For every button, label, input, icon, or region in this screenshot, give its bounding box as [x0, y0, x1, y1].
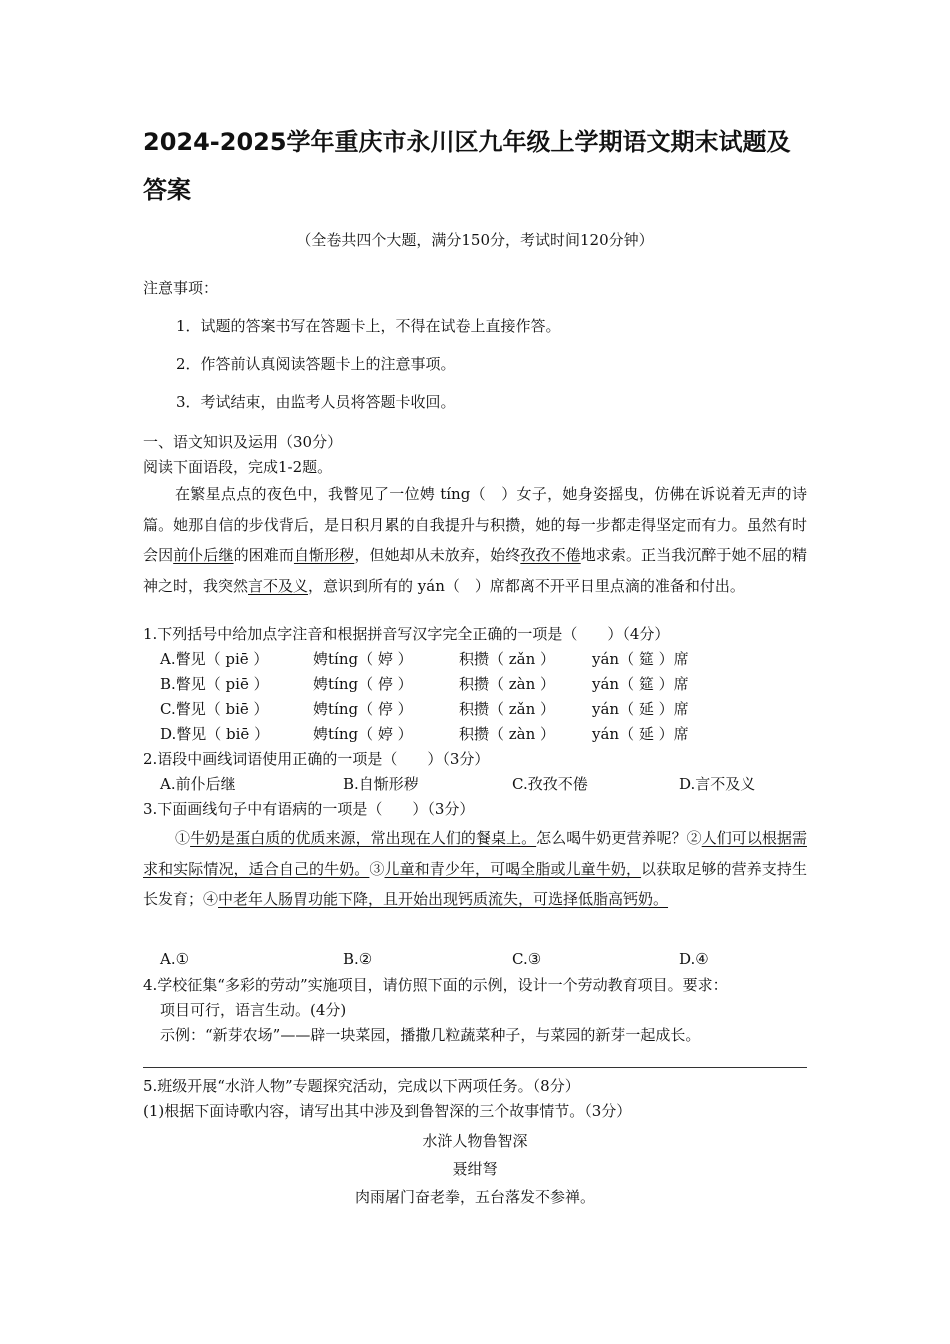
poem-author: 聂绀弩 — [452, 1160, 498, 1178]
option-cell: 娉tíng（ 停 ） — [313, 700, 413, 718]
question-1-stem: 1.下列括号中给加点字注音和根据拼音写汉字完全正确的一项是（ ）（4分） — [143, 625, 670, 643]
passage-text: ③ — [369, 859, 385, 878]
question-4-stem: 4.学校征集“多彩的劳动”实施项目，请仿照下面的示例，设计一个劳动教育项目。要求： — [143, 976, 728, 994]
question-2-option: B.自惭形秽 — [343, 775, 419, 793]
question-3-stem: 3.下面画线句子中有语病的一项是（ ）（3分） — [143, 800, 475, 818]
underlined-idiom: 孜孜不倦 — [520, 546, 581, 564]
section-intro: 阅读下面语段，完成1-2题。 — [143, 458, 333, 476]
option-cell: 积攒（ zǎn ） — [459, 650, 556, 668]
question-3-option: A.① — [160, 950, 190, 968]
option-cell: 积攒（ zǎn ） — [459, 700, 556, 718]
underlined-sentence: 牛奶是蛋白质的优质来源，常出现在人们的餐桌上。 — [190, 829, 537, 847]
passage-text: 地求索。正当我沉醉于她不屈的精神之时，我突然 — [143, 546, 807, 595]
notice-heading: 注意事项： — [143, 279, 219, 297]
document-title-line1: 2024-2025学年重庆市永川区九年级上学期语文期末试题及 — [143, 128, 791, 156]
document-title-line2: 答案 — [143, 176, 191, 204]
question-3-option: B.② — [343, 950, 373, 968]
reading-passage — [143, 479, 807, 601]
question-2-option: A.前仆后继 — [160, 775, 236, 793]
question-3-option: C.③ — [512, 950, 542, 968]
question-3-option: D.④ — [679, 950, 709, 968]
passage-text: 以获取足够的营养支持生长发育；④ — [143, 859, 807, 908]
option-cell: 积攒（ zàn ） — [459, 725, 556, 743]
option-cell: D.瞥见（ biē ） — [160, 725, 270, 743]
option-cell: 娉tíng（ 停 ） — [313, 675, 413, 693]
option-cell: yán（ 筵 ）席 — [592, 675, 689, 693]
question-3-passage — [143, 823, 807, 915]
poem-title: 水浒人物鲁智深 — [422, 1132, 528, 1150]
option-cell: C.瞥见（ biē ） — [160, 700, 269, 718]
question-2-stem: 2.语段中画线词语使用正确的一项是（ ）（3分） — [143, 750, 490, 768]
option-cell: B.瞥见（ piē ） — [160, 675, 269, 693]
passage-text: ，但她却从未放弃，始终 — [354, 546, 521, 564]
passage-text: 在繁星点点的夜色中，我瞥见了一位娉 tíng（ ）女子，她身姿摇曳，仿佛在诉说着无声的诗篇。她那自信的步伐背后，是日积月累的自我提升与积攒，她的每一步都走得坚定而有力。虽然有时会因 — [143, 485, 807, 564]
underlined-idiom: 自惭形秽 — [293, 546, 355, 564]
question-5-sub1: (1)根据下面诗歌内容，请写出其中涉及到鲁智深的三个故事情节。（3分） — [143, 1102, 632, 1120]
option-cell: 积攒（ zàn ） — [459, 675, 556, 693]
option-cell: yán（ 延 ）席 — [592, 700, 689, 718]
question-4-example: 示例：“新芽农场”——辟一块菜园，播撒几粒蔬菜种子，与菜园的新芽一起成长。 — [160, 1026, 701, 1044]
question-4-stem-cont: 项目可行，语言生动。(4分) — [160, 1001, 347, 1019]
passage-text: 的困难而 — [233, 546, 294, 564]
option-cell: A.瞥见（ piē ） — [160, 650, 269, 668]
section-heading: 一、语文知识及运用（30分） — [143, 433, 343, 451]
underlined-sentence: 人们可以根据需求和实际情况，适合自己的牛奶。 — [143, 829, 807, 878]
underlined-idiom: 前仆后继 — [173, 546, 234, 564]
question-2-option: C.孜孜不倦 — [512, 775, 588, 793]
option-cell: yán（ 延 ）席 — [592, 725, 689, 743]
option-cell: yán（ 筵 ）席 — [592, 650, 689, 668]
poem-line: 肉雨屠门奋老拳，五台落发不参禅。 — [354, 1188, 595, 1206]
question-5-stem: 5.班级开展“水浒人物”专题探究活动，完成以下两项任务。（8分） — [143, 1077, 580, 1095]
passage-text: ，意识到所有的 yán（ ）席都离不开平日里点滴的准备和付出。 — [308, 576, 745, 595]
underlined-sentence: 儿童和青少年，可喝全脂或儿童牛奶， — [384, 859, 642, 878]
notice-item: 2．作答前认真阅读答题卡上的注意事项。 — [176, 355, 456, 373]
underlined-sentence: 中老年人肠胃功能下降，且开始出现钙质流失，可选择低脂高钙奶。 — [218, 890, 669, 908]
notice-item: 3．考试结束，由监考人员将答题卡收回。 — [176, 393, 456, 411]
option-cell: 娉tíng（ 婷 ） — [313, 650, 413, 668]
passage-text: ① — [175, 829, 191, 847]
answer-line — [143, 1067, 807, 1068]
notice-item: 1．试题的答案书写在答题卡上，不得在试卷上直接作答。 — [176, 317, 561, 335]
exam-subtitle: （全卷共四个大题，满分150分，考试时间120分钟） — [296, 231, 654, 249]
question-2-option: D.言不及义 — [679, 775, 756, 793]
passage-text: 怎么喝牛奶更营养呢？② — [536, 829, 702, 847]
option-cell: 娉tíng（ 婷 ） — [313, 725, 413, 743]
underlined-idiom: 言不及义 — [248, 576, 309, 595]
